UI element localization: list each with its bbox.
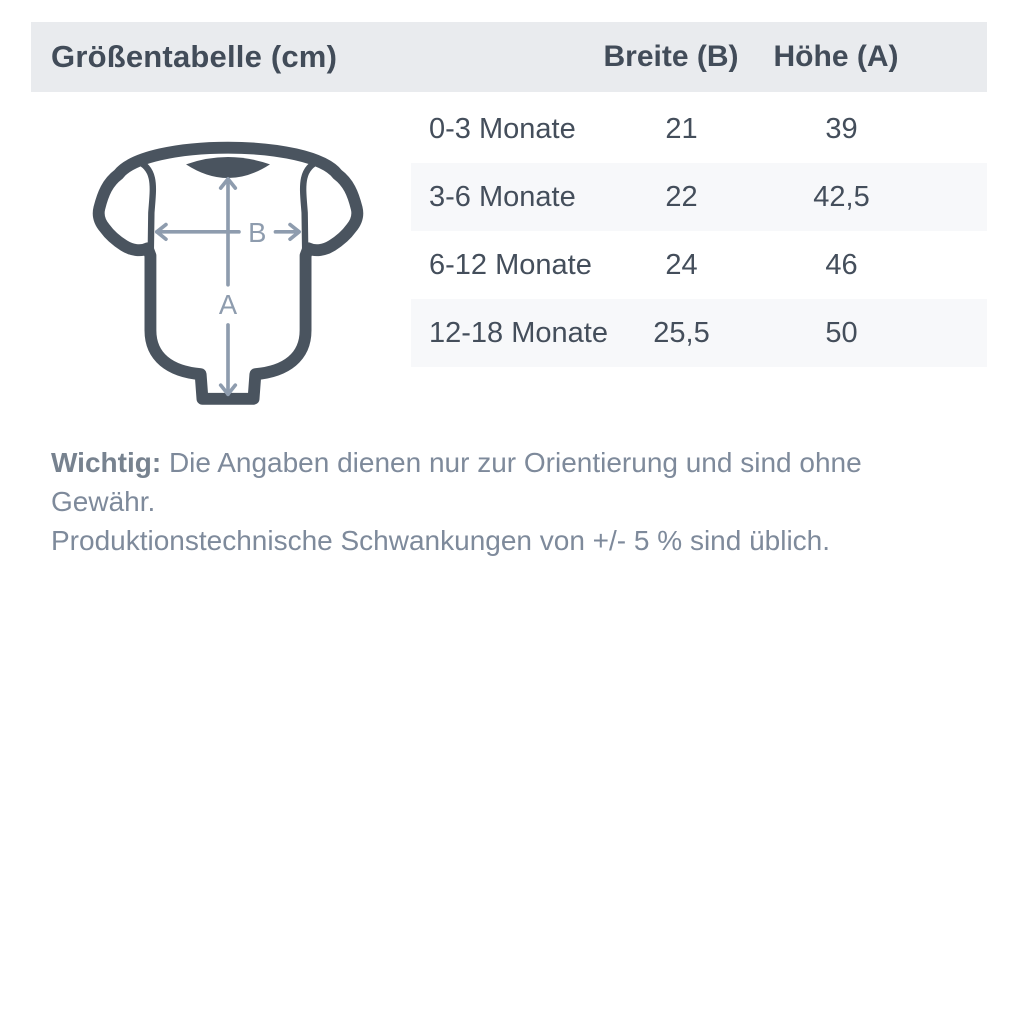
note-line-2: Produktionstechnische Schwankungen von +/- 5 % sind üblich.	[51, 525, 831, 556]
note-bold-label: Wichtig:	[51, 447, 162, 478]
table-row	[411, 231, 987, 299]
table-row	[411, 163, 987, 231]
width-value-cell: 25,5	[653, 316, 710, 349]
height-value-cell: 46	[825, 248, 858, 281]
column-header-width: Breite (B)	[603, 40, 739, 73]
width-label: B	[248, 216, 267, 248]
table-header	[31, 22, 987, 92]
table-row	[411, 95, 987, 163]
height-value-cell: 39	[825, 112, 858, 145]
column-header-height: Höhe (A)	[773, 40, 899, 73]
height-label: A	[218, 288, 238, 320]
size-table	[411, 95, 987, 367]
table-title: Größentabelle (cm)	[51, 39, 338, 74]
baby-bodysuit-icon	[82, 126, 374, 418]
width-value-cell: 21	[665, 112, 698, 145]
height-value-cell: 50	[825, 316, 858, 349]
note-line-1	[51, 443, 971, 521]
size-cell: 0-3 Monate	[429, 112, 576, 145]
size-cell: 3-6 Monate	[429, 180, 576, 213]
width-value-cell: 22	[665, 180, 698, 213]
width-value-cell: 24	[665, 248, 698, 281]
size-cell: 12-18 Monate	[429, 316, 608, 349]
height-value-cell: 42,5	[813, 180, 870, 213]
size-cell: 6-12 Monate	[429, 248, 592, 281]
baby-bodysuit-diagram	[82, 126, 374, 418]
note-line-1-text: Die Angaben dienen nur zur Orientierung und sind ohne Gewähr.	[51, 447, 862, 517]
table-row	[411, 299, 987, 367]
important-note	[51, 443, 971, 560]
